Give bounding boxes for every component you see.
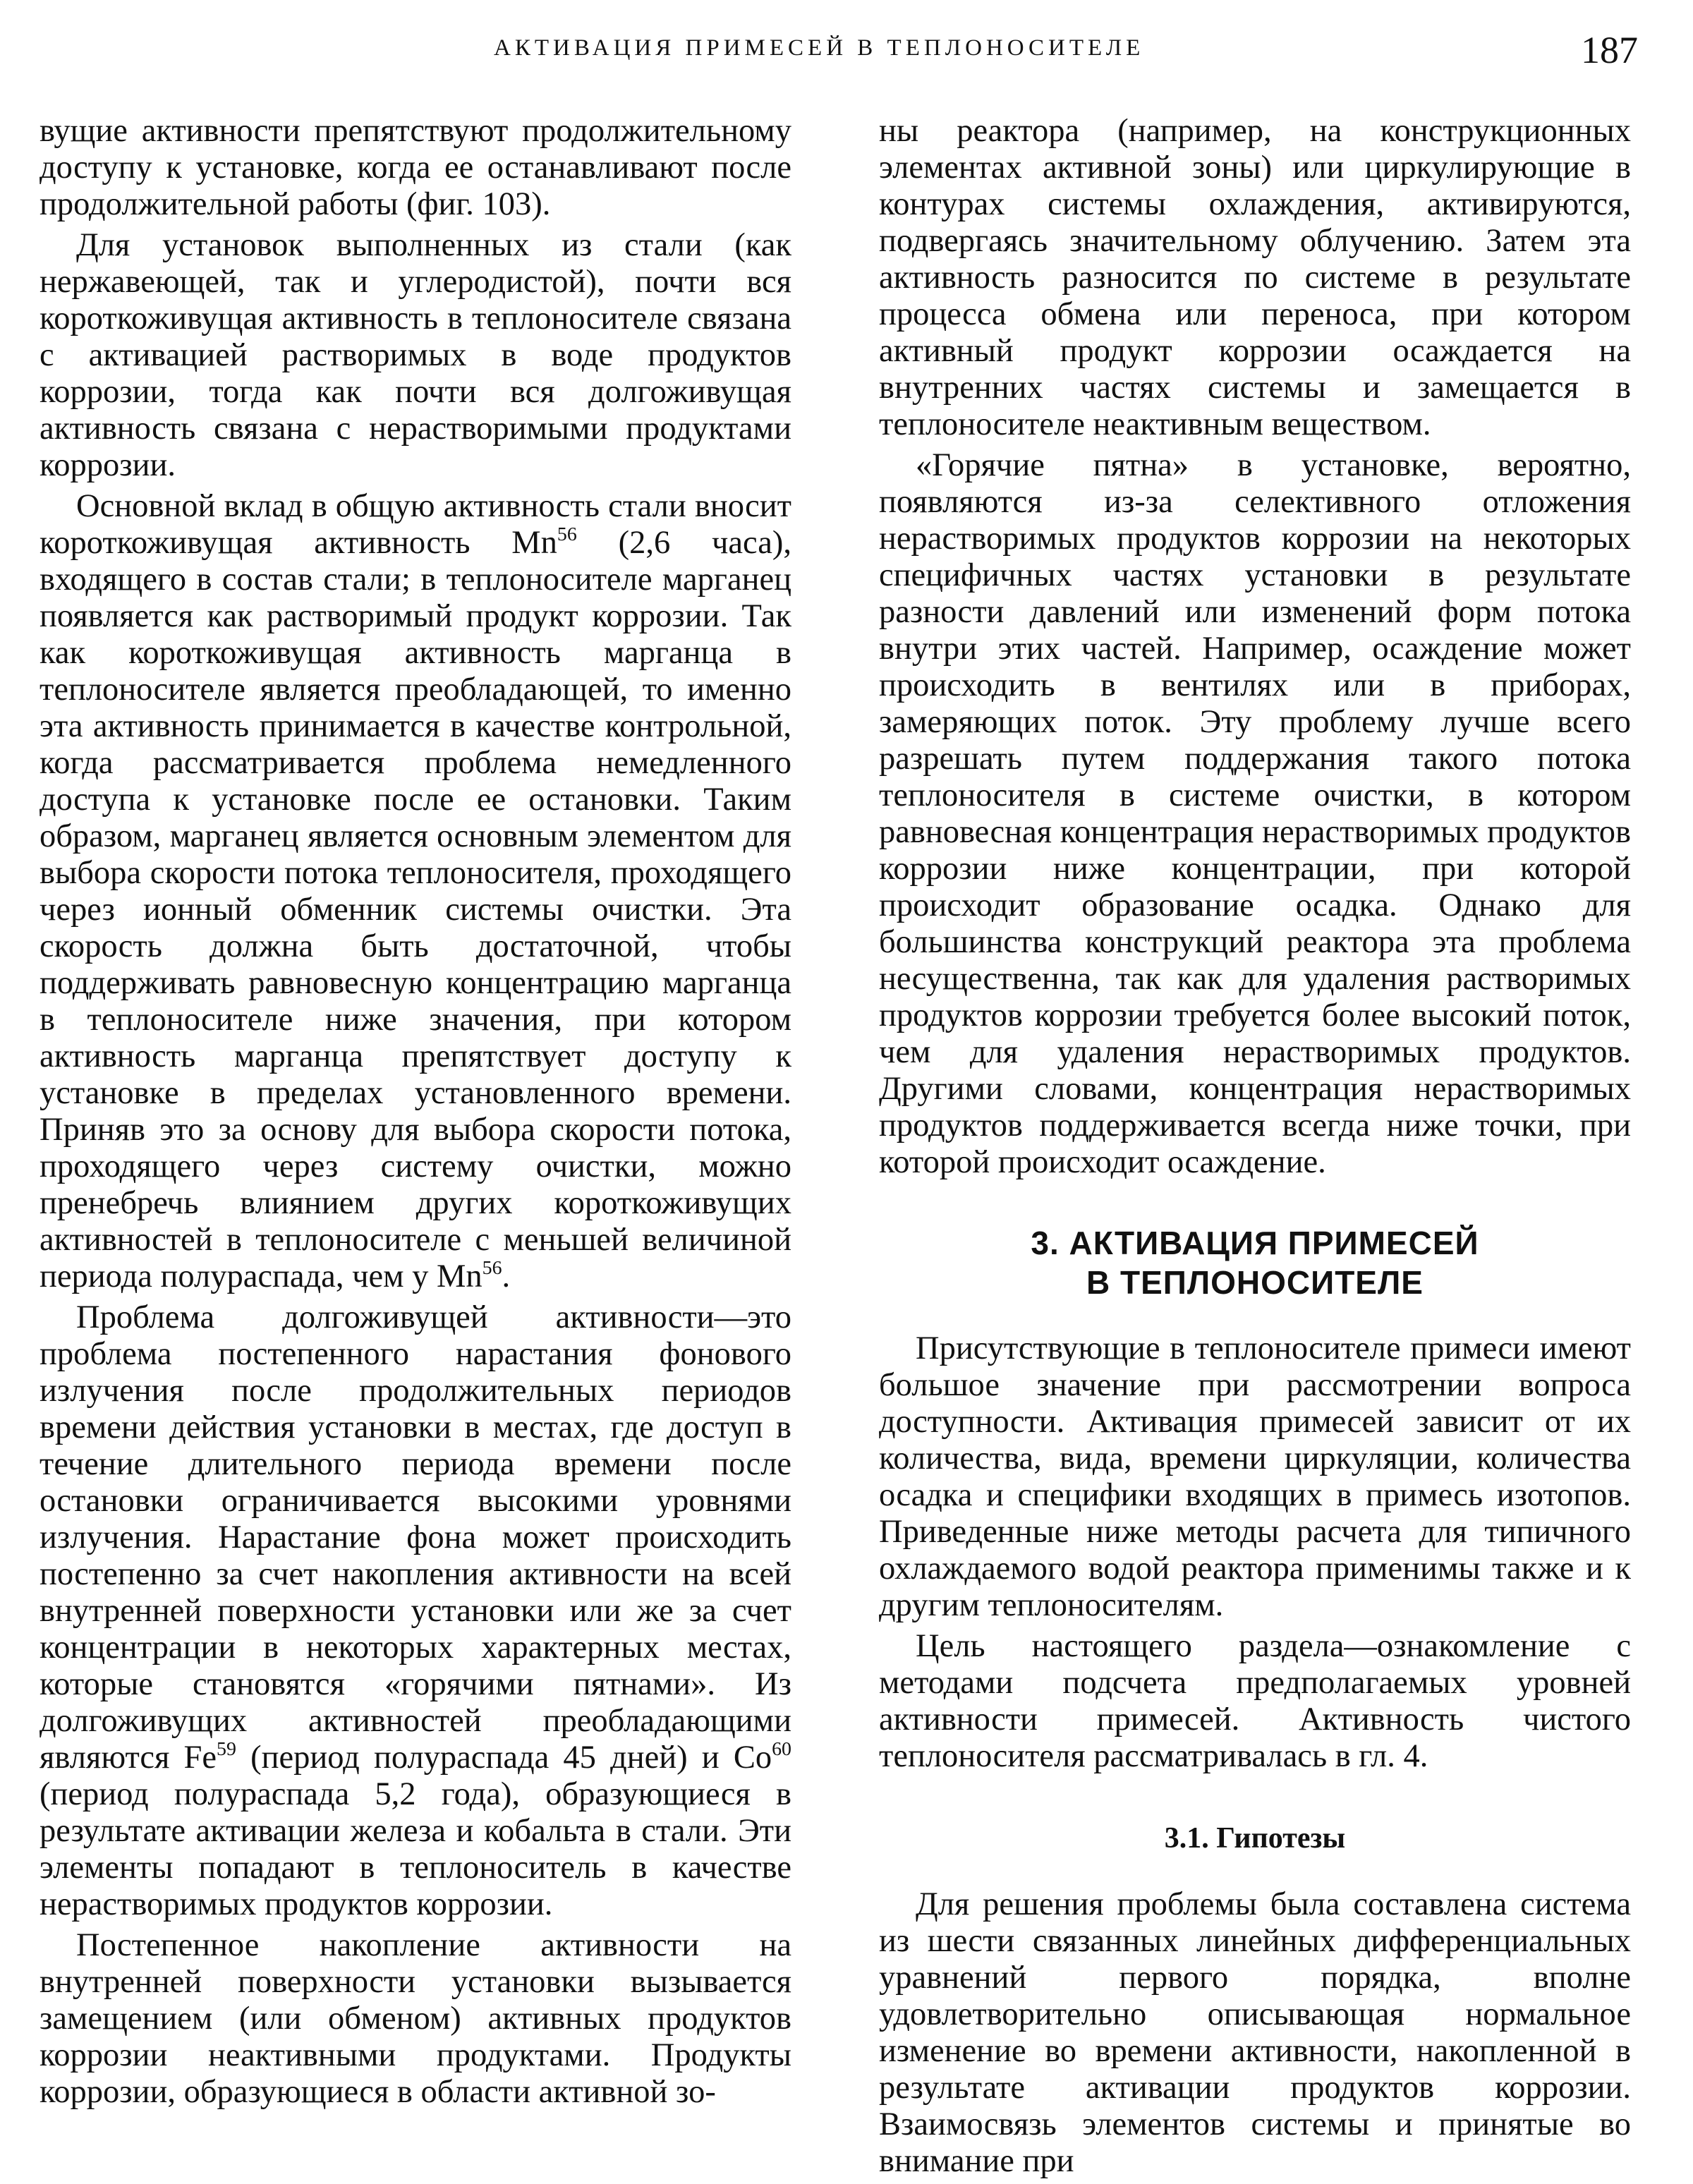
paragraph: ны реактора (например, на конструкционных элементах активной зоны) или циркулирующие в контурах системы охлаждения, активируются, подвергаясь значительному облучению. Затем эта активность разносится по системе в результате процесса обмена или переноса, при котором активный продукт коррозии осаждается на внутренних частях системы и замещается в теплоносителе неактивным веществом. [879, 113, 1631, 442]
paragraph: Основной вклад в общую активность стали вносит короткоживущая активность Mn$^{56}$ (2,6 часа), входящего в состав стали; в теплоносителе марганец появляется как растворимый продукт коррозии. Так как короткоживущая активность марганца в теплоносителе является преобладающей, то именно эта активность принимается в качестве контрольной, когда рассматривается проблема немедленного доступа к установке после ее остановки. Таким образом, марганец является основным элементом для выбора скорости потока теплоносителя, проходящего через ионный обменник системы очистки. Эта скорость должна быть достаточной, чтобы поддерживать равновесную концентрацию марганца в теплоносителе ниже значения, при котором активность марганца препятствует доступу к установке в пределах установленного времени. Приняв это за основу для выбора скорости потока, проходящего через систему очистки, можно пренебречь влиянием других короткоживущих активностей в теплоносителе с меньшей величиной периода полураспада, чем у Mn$^{56}$. [40, 488, 792, 1294]
superscript: 59 [217, 1737, 236, 1760]
left-column [40, 113, 791, 2115]
superscript: 56 [482, 1256, 502, 1279]
section-title: 3. АКТИВАЦИЯ ПРИМЕСЕЙ В ТЕПЛОНОСИТЕЛЕ [1031, 1225, 1479, 1301]
paragraph: Для установок выполненных из стали (как нержавеющей, так и углеродистой), почти вся короткоживущая активность в теплоносителе связана с активацией растворимых в воде продуктов коррозии, тогда как почти вся долгоживущая активность связана с нерастворимыми продуктами коррозии. [40, 227, 791, 483]
right-column [879, 113, 1631, 2184]
running-title: АКТИВАЦИЯ ПРИМЕСЕЙ В ТЕПЛОНОСИТЕЛЕ [494, 35, 1145, 61]
paragraph: вущие активности препятствуют продолжительному доступу к установке, когда ее останавливают после продолжительной работы (фиг. 103). [40, 113, 791, 222]
paragraph: Для решения проблемы была составлена система из шести связанных линейных дифференциальных уравнений первого порядка, вполне удовлетворительно описывающая нормальное изменение во времени активности, накопленной в результате активации продуктов коррозии. Взаимосвязь элементов системы и принятые во внимание при [879, 1886, 1631, 2179]
paragraph: Присутствующие в теплоносителе примеси имеют большое значение при рассмотрении вопроса доступности. Активация примесей зависит от их количества, вида, времени циркуляции, количества осадка и специфики входящих в примесь изотопов. Приведенные ниже методы расчета для типичного охлаждаемого водой реактора применимы также и к другим теплоносителям. [879, 1330, 1631, 1623]
subsection-title: 3.1. Гипотезы [1164, 1822, 1346, 1855]
page-number: 187 [1581, 29, 1638, 71]
paragraph: Постепенное накопление активности на внутренней поверхности установки вызывается замещением (или обменом) активных продуктов коррозии неактивными продуктами. Продукты коррозии, образующиеся в области активной зо- [40, 1927, 791, 2110]
superscript: 56 [557, 523, 577, 545]
superscript: 60 [772, 1737, 791, 1760]
paragraph: Проблема долгоживущей активности—это проблема постепенного нарастания фонового излучения после продолжительных периодов времени действия установки в местах, где доступ в течение длительного периода времени после остановки ограничивается высокими уровнями излучения. Нарастание фона может происходить постепенно за счет накопления активности на всей внутренней поверхности установки или же за счет концентрации в некоторых характерных местах, которые становятся «горячими пятнами». Из долгоживущих активностей преобладающими являются Fe$^{59}$ (период полураспада 45 дней) и Co$^{60}$ (период полураспада 5,2 года), образующиеся в результате активации железа и кобальта в стали. Эти элементы попадают в теплоноситель в качестве нерастворимых продуктов коррозии. [40, 1299, 791, 1922]
paragraph: Цель настоящего раздела—ознакомление с методами подсчета предполагаемых уровней активности примесей. Активность чистого теплоносителя рассматривалась в гл. 4. [879, 1628, 1631, 1774]
paragraph: «Горячие пятна» в установке, вероятно, появляются из-за селективного отложения нерастворимых продуктов коррозии на некоторых специфичных частях установки в результате разности давлений или изменений форм потока внутри этих частей. Например, осаждение может происходить в вентилях или в приборах, замеряющих поток. Эту проблему лучше всего разрешать путем поддержания такого потока теплоносителя в системе очистки, в котором равновесная концентрация нерастворимых продуктов коррозии ниже концентрации, при которой происходит образование осадка. Однако для большинства конструкций реактора эта проблема несущественна, так как для удаления растворимых продуктов коррозии требуется более высокий поток, чем для удаления нерастворимых продуктов. Другими словами, концентрация нерастворимых продуктов поддерживается всегда ниже точки, при которой происходит осаждение. [879, 447, 1631, 1180]
